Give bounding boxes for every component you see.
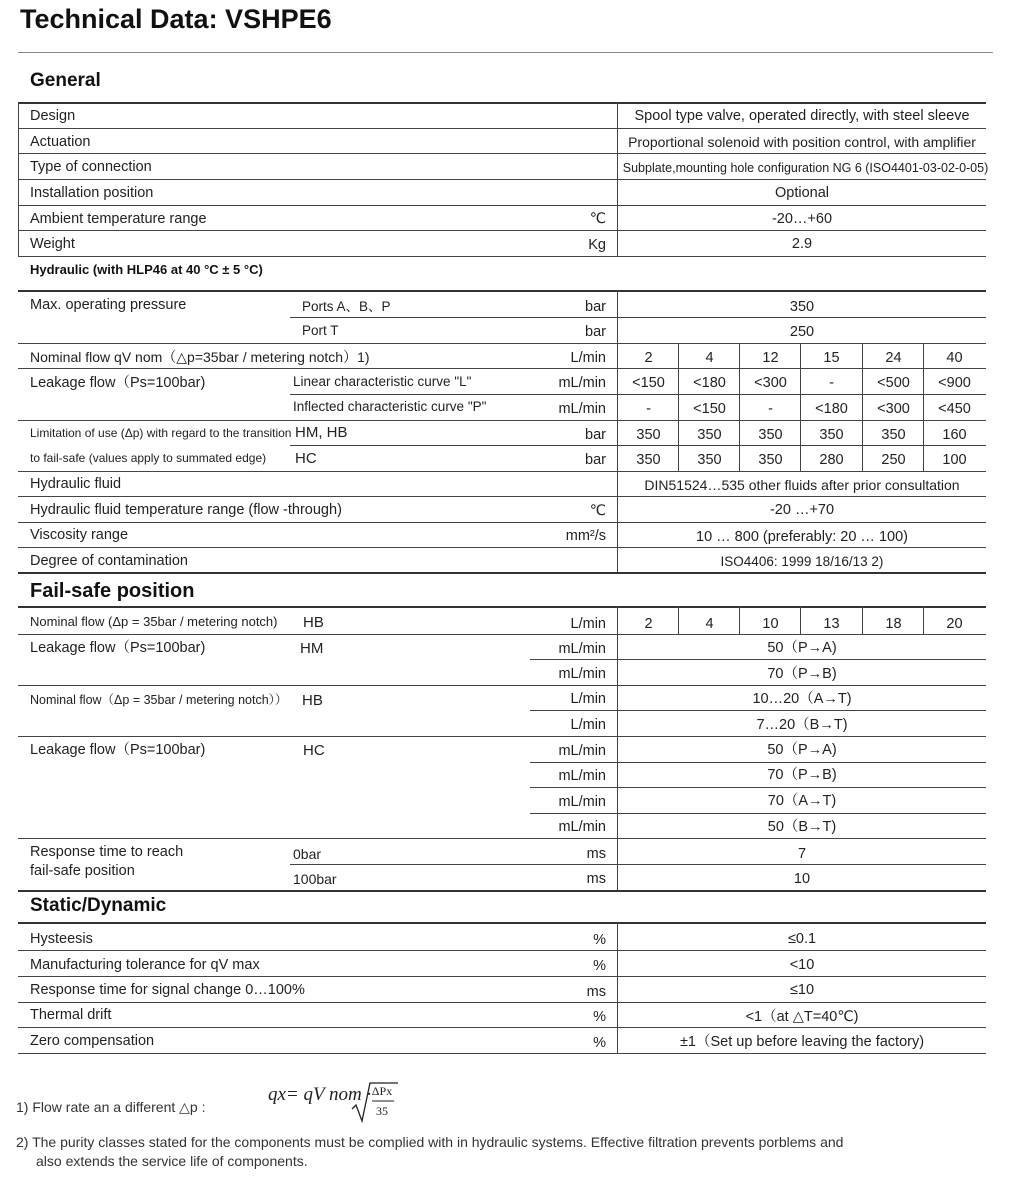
column-divider bbox=[739, 606, 740, 634]
fs-100bar-label: 100bar bbox=[293, 871, 337, 887]
fs-hm-leak-1: 50（P→A) bbox=[767, 640, 837, 656]
row-divider bbox=[290, 445, 986, 446]
row-divider bbox=[18, 420, 986, 421]
column-divider bbox=[923, 606, 924, 634]
value-cell: 13 bbox=[823, 616, 840, 632]
row-divider bbox=[290, 394, 986, 395]
section-divider bbox=[18, 606, 986, 608]
value-cell: 12 bbox=[762, 350, 779, 366]
fs-resp-0: 7 bbox=[797, 846, 807, 862]
viscosity-value: 10 … 800 (preferably: 20 … 100) bbox=[696, 529, 908, 545]
value-cell: 10 bbox=[762, 616, 779, 632]
general-weight-label: Weight bbox=[30, 236, 75, 252]
section-failsafe-title: Fail-safe position bbox=[30, 580, 195, 602]
linear-curve-label: Linear characteristic curve "L" bbox=[293, 374, 472, 389]
value-cell: - bbox=[768, 401, 773, 417]
viscosity-unit: mm²/s bbox=[565, 528, 606, 544]
value-cell: 250 bbox=[881, 452, 906, 468]
fs-hc-label: HC bbox=[303, 742, 325, 759]
static-tolerance-label: Manufacturing tolerance for qV max bbox=[30, 957, 260, 973]
general-ambient-unit: ℃ bbox=[589, 211, 606, 227]
port-t-label: Port T bbox=[302, 323, 339, 338]
limitation-label-line2: to fail-safe (values apply to summated edge) bbox=[30, 451, 267, 465]
value-cell: <300 bbox=[754, 375, 787, 391]
section-divider bbox=[18, 922, 986, 924]
row-divider bbox=[530, 762, 986, 763]
section-hydraulic-title: Hydraulic (with HLP46 at 40 °C ± 5 °C) bbox=[30, 262, 263, 277]
static-drift-unit: % bbox=[593, 1009, 606, 1025]
column-divider bbox=[800, 343, 801, 471]
value-cell: 20 bbox=[946, 616, 963, 632]
title-divider bbox=[18, 52, 993, 53]
row-divider bbox=[18, 634, 986, 635]
pressure-t-value: 250 bbox=[789, 324, 815, 340]
fluid-temp-label: Hydraulic fluid temperature range (flow -through) bbox=[30, 502, 342, 518]
static-response-label: Response time for signal change 0…100% bbox=[30, 982, 305, 998]
fs-nominal-flow-label-2: Nominal flow（Δp = 35bar / metering notch）） bbox=[30, 693, 288, 707]
value-cell: <150 bbox=[693, 401, 726, 417]
column-divider bbox=[617, 102, 618, 256]
row-divider bbox=[18, 471, 986, 472]
row-divider bbox=[18, 736, 986, 737]
hc-label: HC bbox=[295, 450, 317, 467]
fs-hc-unit-3: mL/min bbox=[558, 794, 606, 810]
limitation-label-line1: Limitation of use (Δp) with regard to the transition bbox=[30, 426, 292, 440]
section-divider bbox=[18, 102, 986, 104]
static-response-unit: ms bbox=[586, 984, 606, 1000]
fs-hc-leak-4: 50（B→T) bbox=[767, 819, 837, 835]
fluid-label: Hydraulic fluid bbox=[30, 476, 122, 492]
fs-leakage-label-2: Leakage flow（Ps=100bar) bbox=[30, 742, 206, 758]
fs-hc-leak-3: 70（A→T) bbox=[767, 793, 837, 809]
general-installation-label: Installation position bbox=[30, 185, 154, 201]
ports-abp-label: Ports A、B、P bbox=[302, 299, 391, 314]
fs-hb-label: HB bbox=[303, 614, 324, 631]
column-divider bbox=[862, 606, 863, 634]
fs-0bar-label: 0bar bbox=[293, 846, 322, 862]
value-cell: 350 bbox=[697, 427, 722, 443]
max-pressure-label: Max. operating pressure bbox=[30, 297, 187, 313]
row-divider bbox=[18, 547, 986, 548]
fs-hc-unit-1: mL/min bbox=[558, 743, 606, 759]
column-divider bbox=[617, 922, 618, 1053]
row-divider bbox=[18, 1053, 986, 1054]
section-divider bbox=[18, 290, 986, 292]
static-zero-value: ±1（Set up before leaving the factory) bbox=[679, 1034, 925, 1050]
value-cell: 2 bbox=[644, 350, 653, 366]
row-divider bbox=[18, 1002, 986, 1003]
row-divider bbox=[18, 1027, 986, 1028]
fs-response-label-1: Response time to reach bbox=[30, 844, 184, 860]
static-zero-label: Zero compensation bbox=[30, 1033, 155, 1049]
static-drift-label: Thermal drift bbox=[30, 1007, 112, 1023]
value-cell: 350 bbox=[636, 452, 661, 468]
hm-hb-label: HM, HB bbox=[295, 424, 348, 441]
viscosity-label: Viscosity range bbox=[30, 527, 129, 543]
value-cell: 350 bbox=[697, 452, 722, 468]
column-divider bbox=[862, 343, 863, 471]
static-tolerance-unit: % bbox=[593, 958, 606, 974]
fs-hb-flow-1: 10…20（A→T) bbox=[752, 691, 852, 707]
inflected-curve-label: Inflected characteristic curve "P" bbox=[293, 399, 487, 414]
row-divider bbox=[18, 256, 986, 257]
value-cell: - bbox=[646, 401, 651, 417]
row-divider bbox=[18, 205, 986, 206]
fs-resp-unit-2: ms bbox=[586, 871, 606, 887]
value-cell: 160 bbox=[942, 427, 967, 443]
fs-hb-unit-2: L/min bbox=[570, 717, 606, 733]
row-divider bbox=[18, 343, 986, 344]
pressure-abp-value: 350 bbox=[789, 299, 815, 315]
fs-hm-label: HM bbox=[300, 640, 324, 657]
value-cell: 350 bbox=[758, 427, 783, 443]
value-cell: 2 bbox=[644, 616, 653, 632]
row-divider bbox=[530, 659, 986, 660]
value-cell: <150 bbox=[632, 375, 665, 391]
fs-nominal-flow-label: Nominal flow (Δp = 35bar / metering notch) bbox=[30, 614, 278, 629]
fs-hm-unit-1: mL/min bbox=[558, 641, 606, 657]
nominal-flow-unit: L/min bbox=[570, 350, 606, 366]
general-design-value: Spool type valve, operated directly, with steel sleeve bbox=[634, 108, 970, 124]
general-actuation-label: Actuation bbox=[30, 134, 91, 150]
fs-hb-unit-1: L/min bbox=[570, 691, 606, 707]
fs-hm-leak-2: 70（P→B) bbox=[767, 666, 837, 682]
static-hysteresis-label: Hysteesis bbox=[30, 931, 93, 947]
row-divider bbox=[18, 838, 986, 839]
section-static-title: Static/Dynamic bbox=[30, 895, 167, 916]
column-divider bbox=[739, 343, 740, 471]
pressure-t-unit: bar bbox=[585, 324, 606, 340]
value-cell: 18 bbox=[885, 616, 902, 632]
pressure-abp-unit: bar bbox=[585, 299, 606, 315]
section-divider bbox=[18, 572, 986, 574]
value-cell: 4 bbox=[705, 616, 714, 632]
static-tolerance-value: <10 bbox=[789, 957, 815, 973]
general-installation-value: Optional bbox=[774, 185, 829, 201]
fluid-temp-unit: ℃ bbox=[589, 503, 606, 519]
column-divider bbox=[678, 343, 679, 471]
value-cell: 100 bbox=[942, 452, 967, 468]
row-divider bbox=[18, 179, 986, 180]
fs-hc-unit-4: mL/min bbox=[558, 819, 606, 835]
row-divider bbox=[530, 813, 986, 814]
row-divider bbox=[290, 864, 986, 865]
value-cell: <300 bbox=[877, 401, 910, 417]
fs-hc-unit-2: mL/min bbox=[558, 768, 606, 784]
column-divider bbox=[617, 290, 618, 572]
value-cell: 280 bbox=[819, 452, 844, 468]
value-cell: 15 bbox=[823, 350, 840, 366]
row-divider bbox=[530, 710, 986, 711]
nominal-flow-label: Nominal flow qV nom（△p=35bar / metering notch）1) bbox=[30, 349, 370, 365]
column-divider bbox=[678, 606, 679, 634]
static-zero-unit: % bbox=[593, 1035, 606, 1051]
value-cell: <500 bbox=[877, 375, 910, 391]
inflected-curve-unit: mL/min bbox=[558, 401, 606, 417]
general-weight-unit: Kg bbox=[588, 237, 606, 253]
footnote-2-line1: 2) The purity classes stated for the components must be complied with in hydraulic systems. Effective filtration prevents porblems and bbox=[16, 1134, 844, 1150]
row-divider bbox=[18, 976, 986, 977]
contamination-value: ISO4406: 1999 18/16/13 2) bbox=[720, 554, 884, 569]
row-divider bbox=[18, 230, 986, 231]
value-cell: - bbox=[829, 375, 834, 391]
row-divider bbox=[290, 317, 986, 318]
general-weight-value: 2.9 bbox=[791, 236, 813, 252]
value-cell: <180 bbox=[693, 375, 726, 391]
value-cell: 350 bbox=[819, 427, 844, 443]
row-divider bbox=[530, 787, 986, 788]
hm-hb-unit: bar bbox=[585, 427, 606, 443]
fs-hm-unit-2: mL/min bbox=[558, 666, 606, 682]
table-border-left bbox=[18, 102, 19, 256]
row-divider bbox=[18, 368, 986, 369]
contamination-label: Degree of contamination bbox=[30, 553, 188, 569]
row-divider bbox=[18, 153, 986, 154]
page-title: Technical Data: VSHPE6 bbox=[20, 4, 332, 34]
fluid-temp-value: -20 …+70 bbox=[769, 502, 835, 518]
leakage-flow-label: Leakage flow（Ps=100bar) bbox=[30, 375, 206, 391]
general-connection-label: Type of connection bbox=[30, 159, 152, 175]
column-divider bbox=[923, 343, 924, 471]
value-cell: 350 bbox=[881, 427, 906, 443]
static-hysteresis-unit: % bbox=[593, 932, 606, 948]
row-divider bbox=[18, 950, 986, 951]
linear-curve-unit: mL/min bbox=[558, 375, 606, 391]
fs-leakage-label: Leakage flow（Ps=100bar) bbox=[30, 640, 206, 656]
value-cell: <450 bbox=[938, 401, 971, 417]
value-cell: 350 bbox=[636, 427, 661, 443]
row-divider bbox=[18, 128, 986, 129]
column-divider bbox=[800, 606, 801, 634]
static-hysteresis-value: ≤0.1 bbox=[787, 931, 817, 947]
fs-resp-100: 10 bbox=[793, 871, 811, 887]
row-divider bbox=[18, 522, 986, 523]
value-cell: 40 bbox=[946, 350, 963, 366]
section-general-title: General bbox=[30, 70, 101, 91]
static-drift-value: <1（at △T=40℃) bbox=[745, 1009, 859, 1025]
fs-hb-flow-2: 7…20（B→T) bbox=[756, 717, 848, 733]
row-divider bbox=[18, 496, 986, 497]
fs-resp-unit-1: ms bbox=[586, 846, 606, 862]
value-cell: 24 bbox=[885, 350, 902, 366]
flow-formula: qx= qV nom · bbox=[268, 1084, 372, 1105]
fs-response-label-2: fail-safe position bbox=[30, 863, 135, 879]
fs-hb-label-2: HB bbox=[302, 692, 323, 709]
formula-denominator: 35 bbox=[376, 1104, 388, 1118]
value-cell: 4 bbox=[705, 350, 714, 366]
fluid-value: DIN51524…535 other fluids after prior consultation bbox=[644, 477, 960, 493]
fs-hc-leak-2: 70（P→B) bbox=[767, 767, 837, 783]
hc-unit: bar bbox=[585, 452, 606, 468]
general-actuation-value: Proportional solenoid with position control, with amplifier bbox=[628, 134, 976, 150]
footnote-1: 1) Flow rate an a different △p : bbox=[16, 1099, 206, 1115]
general-design-label: Design bbox=[30, 108, 76, 124]
static-response-value: ≤10 bbox=[789, 982, 815, 998]
formula-numerator: ΔPx bbox=[371, 1084, 393, 1098]
value-cell: <900 bbox=[938, 375, 971, 391]
general-ambient-value: -20…+60 bbox=[771, 211, 833, 227]
column-divider bbox=[617, 606, 618, 890]
fs-hc-leak-1: 50（P→A) bbox=[767, 742, 837, 758]
value-cell: 350 bbox=[758, 452, 783, 468]
value-cell: <180 bbox=[815, 401, 848, 417]
general-ambient-label: Ambient temperature range bbox=[30, 211, 207, 227]
fs-flow-unit: L/min bbox=[570, 616, 606, 632]
general-connection-value: Subplate,mounting hole configuration NG 6 (ISO4401-03-02-0-05) bbox=[622, 161, 989, 175]
row-divider bbox=[18, 685, 986, 686]
section-divider bbox=[18, 890, 986, 892]
footnote-2-line2: also extends the service life of components. bbox=[36, 1153, 308, 1169]
